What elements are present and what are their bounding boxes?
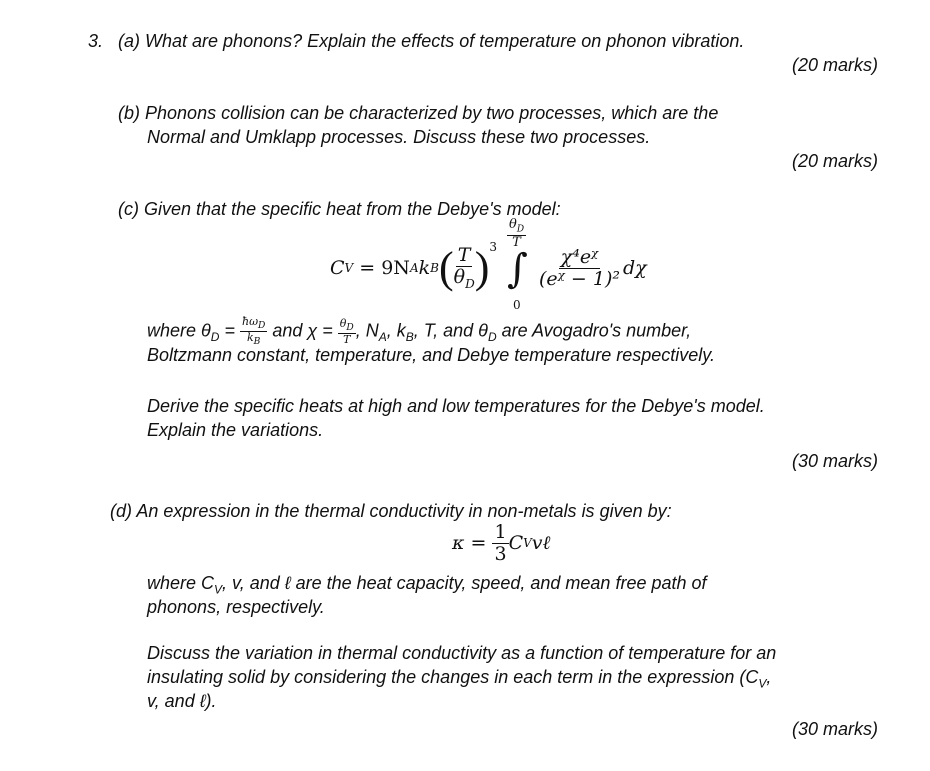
hw-den-sub: B <box>253 336 261 348</box>
eq-9n: = 9N <box>353 257 410 279</box>
part-b-label: (b) <box>118 103 140 123</box>
upper-limit-sub: D <box>516 224 525 235</box>
d-task2-end: , <box>766 667 772 687</box>
hw-den: k <box>246 331 254 345</box>
part-b-marks: (20 marks) <box>791 151 878 171</box>
eq-power: 3 <box>489 240 497 254</box>
eq-t-over-theta <box>454 245 475 291</box>
eq-frac-num: T <box>457 244 471 267</box>
part-a-label: (a) <box>118 31 140 51</box>
lower-limit: 0 <box>512 298 521 312</box>
part-b-line2: Normal and Umklapp processes. Discuss these two processes. <box>147 127 651 147</box>
debye-equation: C V = 9N A k B ( $\frac{T}{\theta_D}$ ) $^3$ $\frac{\theta_D}{T}$ ∫ 0 $\frac{\text{χ⁴eᵡ}}{\text{(eᵡ − 1)²}}$ dχ <box>330 218 647 318</box>
part-a-text: What are phonons? Explain the effects of temperature on phonon vibration. <box>145 31 745 51</box>
d-where-text: where C <box>147 573 215 593</box>
integral-sign: ∫ <box>506 246 528 292</box>
chi-den: T <box>343 332 351 346</box>
where-theta-sub: D <box>487 330 497 345</box>
hw-num-sub: D <box>258 320 266 332</box>
eq-lhs-sub: V <box>344 261 354 275</box>
d-where-rest: , v, and ℓ are the heat capacity, speed, and mean free path of <box>222 573 707 593</box>
part-d-task3: v, and ℓ). <box>147 691 217 711</box>
chi-num-sub: D <box>346 321 354 333</box>
eq-dx: dχ <box>623 257 647 279</box>
eq-frac-den-sub: D <box>465 276 475 291</box>
part-d-task1: Discuss the variation in thermal conductivity as a function of temperature for an <box>147 643 777 663</box>
part-a-marks: (20 marks) <box>791 55 878 75</box>
where-kb: , k <box>386 320 406 341</box>
chi-num: θ <box>339 316 347 330</box>
where-eq: = <box>219 320 240 341</box>
where-kb-sub: B <box>405 330 414 345</box>
part-a <box>118 30 744 52</box>
part-d-intro <box>110 500 672 522</box>
where-na-sub: A <box>378 330 387 345</box>
where-end: are Avogadro's number, <box>496 320 692 341</box>
kappa-cv: C <box>508 532 524 555</box>
upper-limit-den: T <box>512 235 521 251</box>
part-d-intro-text: An expression in the thermal conductivity in non-metals is given by: <box>136 501 672 521</box>
kappa-den: 3 <box>494 542 507 565</box>
integral <box>503 218 533 318</box>
question-number: 3. <box>88 31 104 51</box>
where-text: where θ <box>147 320 211 341</box>
where-na: , N <box>355 320 379 341</box>
kappa-cv-sub: V <box>523 536 532 551</box>
part-d-where2: phonons, respectively. <box>147 597 325 617</box>
eq-lhs: C <box>330 257 345 279</box>
conductivity-equation <box>452 522 550 565</box>
hw-num: ħω <box>241 315 259 328</box>
eq-frac-den: θ <box>453 265 466 288</box>
kappa-num: 1 <box>494 521 507 543</box>
part-c-label: (c) <box>118 199 139 219</box>
kappa-vl: vℓ <box>531 531 551 554</box>
integrand <box>539 247 620 290</box>
eq-k: k <box>418 257 431 279</box>
part-b-line1 <box>118 102 718 124</box>
d-task2-sub: V <box>758 676 767 691</box>
part-c-line2: Boltzmann constant, temperature, and Debye temperature respectively. <box>147 345 715 365</box>
part-d-label: (d) <box>110 501 132 521</box>
integrand-num: χ⁴eᵡ <box>560 245 599 268</box>
eq-k-sub: B <box>430 261 439 275</box>
d-where-sub: V <box>214 582 223 597</box>
integrand-den: (eᵡ − 1)² <box>538 267 621 290</box>
kappa-lhs: κ = <box>452 532 493 555</box>
part-b-text: Phonons collision can be characterized by two processes, which are the <box>145 103 719 123</box>
part-c-task2: Explain the variations. <box>147 420 324 440</box>
part-c-task1: Derive the specific heats at high and low temperatures for the Debye's model. <box>147 396 765 416</box>
eq-na-sub: A <box>409 261 419 275</box>
part-c-marks: (30 marks) <box>791 451 878 471</box>
d-task2-text: insulating solid by considering the changes in each term in the expression (C <box>147 667 759 687</box>
part-d-task2 <box>147 666 771 695</box>
and-chi: and χ = <box>267 320 338 341</box>
part-c-intro-text: Given that the specific heat from the Debye's model: <box>144 199 561 219</box>
where-sub: D <box>210 330 220 345</box>
upper-limit-num: θ <box>508 217 517 232</box>
part-d-marks: (30 marks) <box>791 719 878 739</box>
part-c-intro <box>118 198 561 220</box>
where-t: , T, and θ <box>413 320 488 341</box>
